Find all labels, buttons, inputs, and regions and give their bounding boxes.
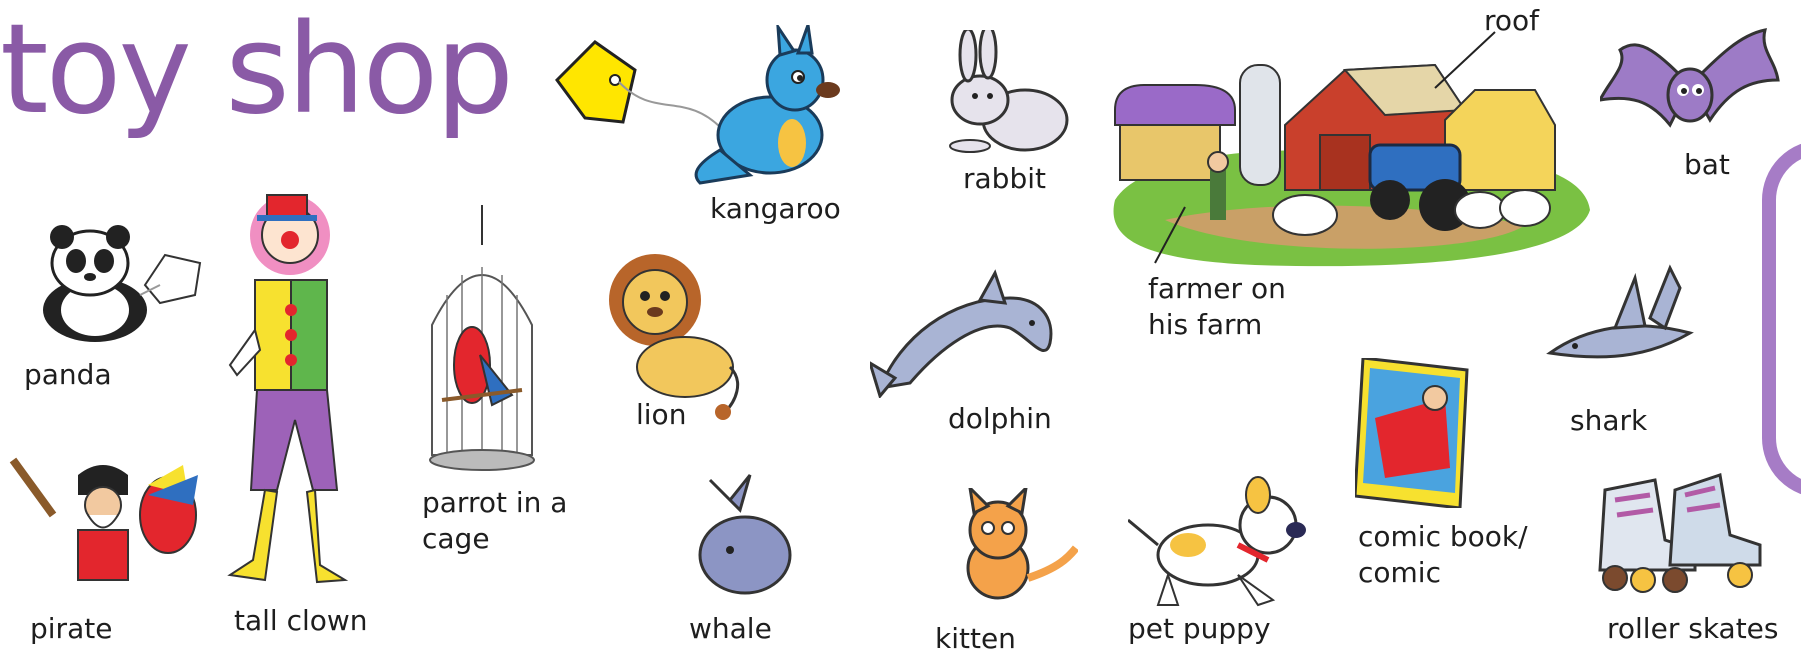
label-farmer-line2: his farm bbox=[1148, 308, 1263, 341]
parrot-cage-illustration bbox=[422, 205, 542, 475]
rabbit-illustration bbox=[940, 30, 1070, 155]
label-dolphin: dolphin bbox=[948, 402, 1052, 435]
clown-illustration bbox=[225, 180, 360, 590]
label-rabbit: rabbit bbox=[963, 162, 1046, 195]
label-tall-clown: tall clown bbox=[234, 604, 368, 637]
farmer-pointer-line bbox=[1150, 205, 1190, 265]
label-shark: shark bbox=[1570, 404, 1648, 437]
side-decoration bbox=[1762, 140, 1801, 498]
label-panda: panda bbox=[24, 358, 112, 391]
label-farmer-line1: farmer on bbox=[1148, 272, 1286, 305]
label-kitten: kitten bbox=[935, 622, 1016, 655]
label-lion: lion bbox=[636, 398, 687, 431]
label-parrot-line2: cage bbox=[422, 522, 490, 555]
shark-illustration bbox=[1545, 258, 1695, 388]
bat-illustration bbox=[1600, 25, 1780, 145]
lion-illustration bbox=[605, 252, 755, 422]
panda-illustration bbox=[20, 225, 205, 345]
label-kangaroo: kangaroo bbox=[710, 192, 841, 225]
label-pirate: pirate bbox=[30, 612, 113, 645]
roller-skates-illustration bbox=[1595, 470, 1765, 595]
label-roof: roof bbox=[1484, 4, 1540, 37]
label-parrot-line1: parrot in a bbox=[422, 486, 568, 519]
kitten-illustration bbox=[948, 488, 1078, 603]
roof-pointer-line bbox=[1430, 30, 1500, 90]
label-roller-skates: roller skates bbox=[1607, 612, 1779, 645]
whale-illustration bbox=[690, 470, 800, 600]
label-comic-line1: comic book/ bbox=[1358, 520, 1528, 553]
pirate-illustration bbox=[8, 455, 208, 605]
page-title: toy shop bbox=[0, 0, 512, 142]
label-whale: whale bbox=[689, 612, 772, 645]
dolphin-illustration bbox=[870, 268, 1060, 398]
label-pet-puppy: pet puppy bbox=[1128, 612, 1271, 645]
label-comic-line2: comic bbox=[1358, 556, 1441, 589]
kangaroo-illustration bbox=[690, 25, 840, 185]
comic-book-illustration bbox=[1355, 358, 1470, 508]
puppy-illustration bbox=[1128, 475, 1308, 610]
label-bat: bat bbox=[1684, 148, 1730, 181]
